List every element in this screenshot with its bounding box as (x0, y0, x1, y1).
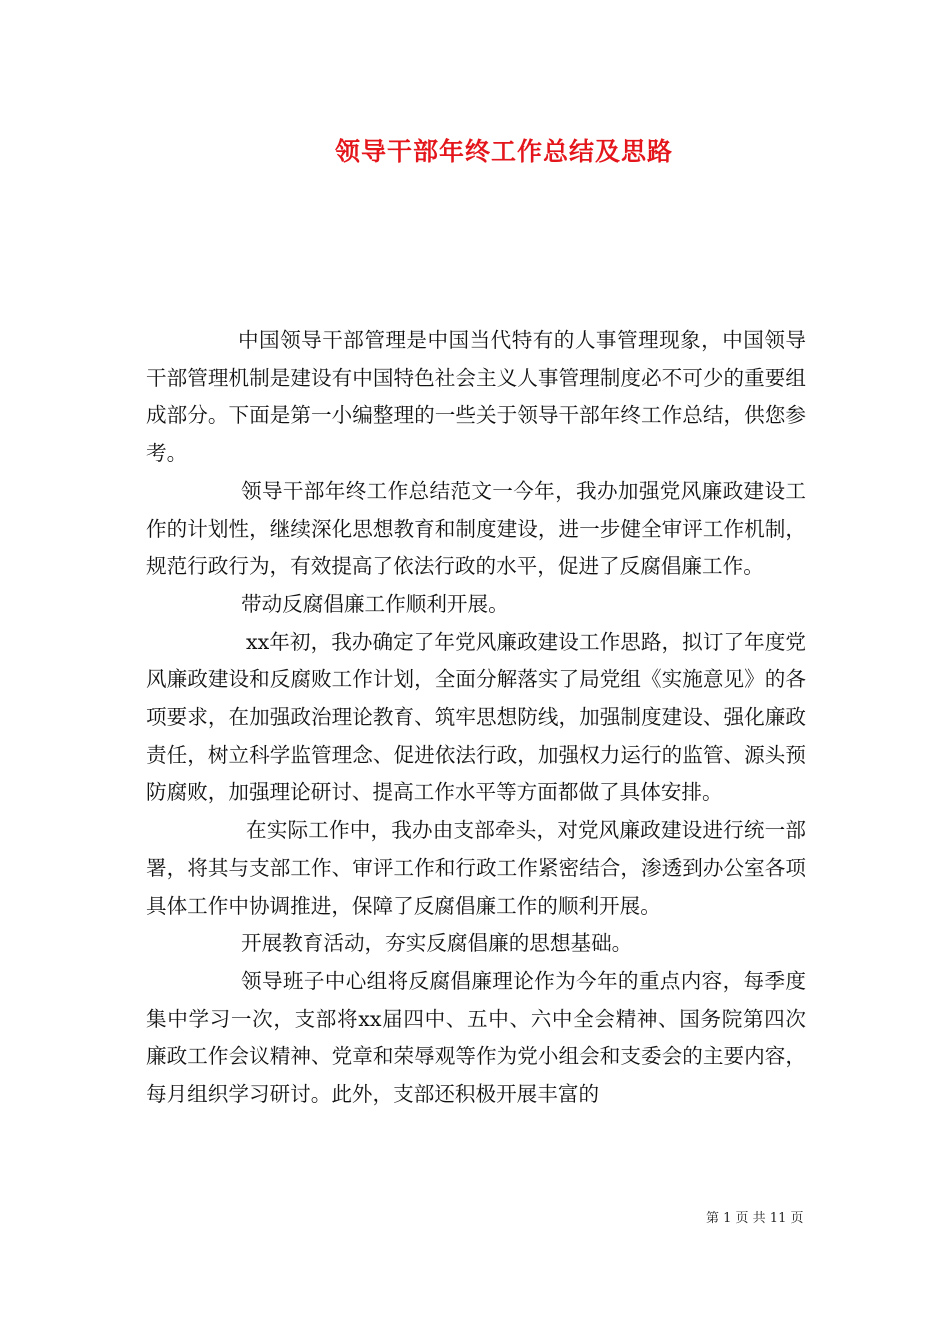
document-title: 领导干部年终工作总结及思路 (334, 137, 673, 166)
paragraph-heading-education: 开展教育活动，夯实反腐倡廉的思想基础。 (241, 931, 633, 956)
page-number: 第 1 页 共 11 页 (706, 1211, 804, 1226)
paragraph-summary-1: 领导干部年终工作总结范文一今年，我办加强党风廉政建设工作的计划性，继续深化思想教育和制度建设，进一步健全审评工作机制，规范行政行为，有效提高了依法行政的水平，促进了反腐倡廉工作。 (146, 478, 806, 579)
paragraph-intro: 中国领导干部管理是中国当代特有的人事管理现象，中国领导干部管理机制是建设有中国特色社会主义人事管理制度必不可少的重要组成部分。下面是第一小编整理的一些关于领导干部年终工作总结，供您参考。 (146, 328, 806, 466)
paragraph-plan: xx年初，我办确定了年党风廉政建设工作思路，拟订了年度党风廉政建设和反腐败工作计划，全面分解落实了局党组《实施意见》的各项要求，在加强政治理论教育、筑牢思想防线，加强制度建设、强化廉政责任，树立科学监管理念、促进依法行政，加强权力运行的监管、源头预防腐败，加强理论研讨、提高工作水平等方面都做了具体安排。 (146, 629, 806, 805)
paragraph-study: 领导班子中心组将反腐倡廉理论作为今年的重点内容，每季度集中学习一次，支部将xx届四中、五中、六中全会精神、国务院第四次廉政工作会议精神、党章和荣辱观等作为党小组会和支委会的主要内容，每月组织学习研讨。此外，支部还积极开展丰富的 (146, 968, 806, 1107)
paragraph-practice: 在实际工作中，我办由支部牵头，对党风廉政建设进行统一部署，将其与支部工作、审评工作和行政工作紧密结合，渗透到办公室各项具体工作中协调推进，保障了反腐倡廉工作的顺利开展。 (146, 818, 806, 918)
paragraph-heading-lead: 带动反腐倡廉工作顺利开展。 (241, 591, 509, 616)
document-body (146, 322, 806, 1114)
